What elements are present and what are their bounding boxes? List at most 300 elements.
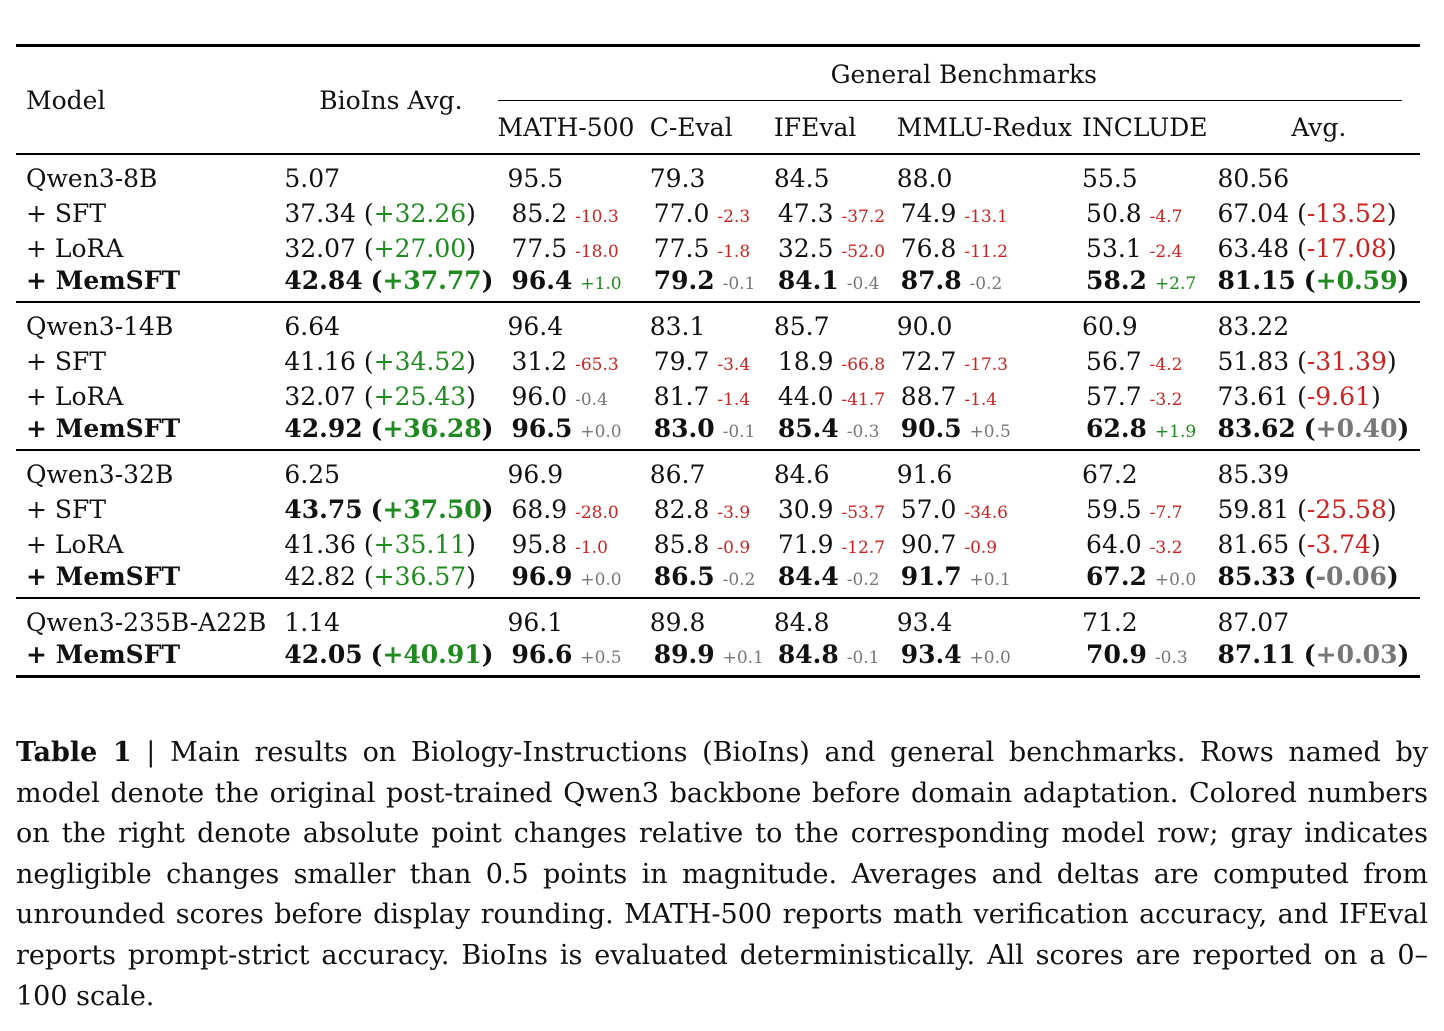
bioins-delta: +40.91 <box>382 640 482 669</box>
average-cell <box>1208 266 1420 302</box>
header-col: MMLU-Redux <box>896 112 1073 142</box>
bioins-value: 42.92 <box>284 414 363 443</box>
average-delta-wrap: (-9.61) <box>1297 382 1381 411</box>
benchmark-cell <box>764 492 887 527</box>
bioins-value: 32.07 <box>284 234 356 263</box>
average-delta-wrap: (-17.08) <box>1297 234 1397 263</box>
bioins-delta-wrap: (+32.26) <box>363 199 476 228</box>
average-value: 59.81 <box>1217 495 1290 524</box>
benchmark-value: 81.7 <box>653 382 710 411</box>
benchmark-value: 91.7 <box>900 562 962 591</box>
bioins-value: 32.07 <box>284 382 356 411</box>
bioins-delta-wrap: (+37.50) <box>370 495 494 524</box>
caption-text: | Main results on Biology-Instructions (BioIns) and general benchmarks. Rows named by model denote the original post-trained Qwen3 backbone before domain adaptation. Colored numbers on the right denote absolute point changes relative to the corresponding model row; gray indicates negligible changes smaller than 0.5 points in magnitude. Averages and deltas are computed from unrounded scores before display rounding. MATH-500 reports math verification accuracy, and IFEval reports prompt-strict accuracy. BioIns is evaluated deterministically. All scores are reported on a 0–100 scale. <box>16 737 1428 1012</box>
benchmark-value: 31.2 <box>511 347 568 376</box>
benchmark-value: 95.8 <box>511 530 568 559</box>
benchmark-cell <box>498 527 640 562</box>
model-name: Qwen3-235B-A22B <box>26 608 267 637</box>
average-delta-wrap: (-25.58) <box>1297 495 1397 524</box>
benchmark-cell <box>640 196 764 231</box>
benchmark-value: 71.9 <box>777 530 834 559</box>
benchmark-value: 83.0 <box>653 414 715 443</box>
benchmark-cell <box>1072 640 1207 677</box>
benchmark-cell <box>640 598 764 640</box>
table-row <box>16 598 1420 640</box>
benchmark-cell <box>887 450 1072 492</box>
benchmark-cell <box>640 414 764 450</box>
average-value: 87.11 <box>1217 640 1296 669</box>
benchmark-delta: -3.9 <box>717 503 751 523</box>
average-value: 81.65 <box>1217 530 1290 559</box>
benchmark-delta: -2.4 <box>1149 242 1183 262</box>
table-row <box>16 450 1420 492</box>
benchmark-delta: -0.2 <box>722 570 756 590</box>
benchmark-cell <box>498 196 640 231</box>
benchmark-delta: +1.9 <box>1154 422 1197 442</box>
benchmark-value: 90.7 <box>900 530 957 559</box>
bioins-delta: +36.28 <box>382 414 482 443</box>
benchmark-delta: -13.1 <box>964 207 1008 227</box>
benchmark-cell <box>764 266 887 302</box>
benchmark-value: 96.4 <box>511 266 573 295</box>
header-col: C-Eval <box>649 112 733 142</box>
benchmark-cell <box>640 640 764 677</box>
results-table <box>16 44 1420 678</box>
benchmark-delta: +0.1 <box>722 648 764 668</box>
benchmark-value: 67.2 <box>1086 562 1147 591</box>
benchmark-value: 88.0 <box>896 164 953 193</box>
benchmark-cell <box>887 598 1072 640</box>
benchmark-value: 59.5 <box>1086 495 1142 524</box>
benchmark-cell <box>1072 196 1207 231</box>
caption-label: Table 1 <box>16 737 132 768</box>
benchmark-value: 53.1 <box>1086 234 1142 263</box>
benchmark-cell <box>1072 379 1207 414</box>
bioins-delta: +35.11 <box>373 530 467 559</box>
benchmark-cell <box>887 231 1072 266</box>
model-group <box>16 302 1420 450</box>
benchmark-value: 84.1 <box>777 266 839 295</box>
benchmark-value: 95.5 <box>507 164 564 193</box>
benchmark-cell <box>1072 344 1207 379</box>
model-name: + LoRA <box>26 382 124 411</box>
table-caption <box>16 733 1428 1017</box>
benchmark-value: 72.7 <box>900 347 957 376</box>
benchmark-delta: -66.8 <box>841 355 886 375</box>
benchmark-delta: +1.0 <box>580 274 622 294</box>
average-delta-wrap: (-0.06) <box>1303 562 1399 591</box>
benchmark-delta: +2.7 <box>1154 274 1197 294</box>
benchmark-cell <box>764 302 887 344</box>
benchmark-value: 62.8 <box>1086 414 1147 443</box>
table-row <box>16 414 1420 450</box>
average-value: 67.04 <box>1217 199 1290 228</box>
benchmark-delta: -0.2 <box>969 274 1003 294</box>
benchmark-delta: -41.7 <box>841 390 886 410</box>
average-delta-wrap: (-31.39) <box>1297 347 1397 376</box>
benchmark-cell <box>640 562 764 598</box>
average-delta: -13.52 <box>1306 199 1387 228</box>
benchmark-delta: -3.4 <box>717 355 751 375</box>
average-cell <box>1208 379 1420 414</box>
bioins-cell <box>274 527 497 562</box>
benchmark-cell <box>764 154 887 196</box>
benchmark-cell <box>498 492 640 527</box>
benchmark-value: 30.9 <box>777 495 834 524</box>
benchmark-delta: -65.3 <box>575 355 619 375</box>
benchmark-value: 84.4 <box>777 562 839 591</box>
bioins-delta: +36.57 <box>373 562 467 591</box>
bioins-delta-wrap: (+36.57) <box>363 562 476 591</box>
benchmark-cell <box>764 562 887 598</box>
benchmark-delta: -11.2 <box>964 242 1008 262</box>
benchmark-delta: -0.9 <box>964 538 998 558</box>
benchmark-delta: -0.4 <box>575 390 608 410</box>
table-row <box>16 562 1420 598</box>
benchmark-cell <box>764 196 887 231</box>
benchmark-cell <box>640 379 764 414</box>
bioins-value: 41.16 <box>284 347 356 376</box>
model-group <box>16 154 1420 302</box>
bioins-value: 6.25 <box>284 460 341 489</box>
benchmark-cell <box>1072 231 1207 266</box>
benchmark-cell <box>1072 492 1207 527</box>
bioins-value: 41.36 <box>284 530 356 559</box>
benchmark-cell <box>1072 527 1207 562</box>
benchmark-delta: +0.5 <box>969 422 1011 442</box>
benchmark-value: 64.0 <box>1086 530 1142 559</box>
model-name: + LoRA <box>26 530 124 559</box>
table-row <box>16 196 1420 231</box>
benchmark-cell <box>887 414 1072 450</box>
benchmark-value: 85.2 <box>511 199 568 228</box>
bioins-cell <box>274 302 497 344</box>
benchmark-cell <box>640 344 764 379</box>
benchmark-value: 79.7 <box>653 347 710 376</box>
benchmark-delta: -0.1 <box>722 422 756 442</box>
benchmark-cell <box>887 640 1072 677</box>
benchmark-value: 57.7 <box>1086 382 1142 411</box>
benchmark-cell <box>887 527 1072 562</box>
benchmark-delta: -52.0 <box>841 242 886 262</box>
benchmark-value: 90.0 <box>896 312 953 341</box>
bioins-delta: +34.52 <box>373 347 467 376</box>
benchmark-value: 56.7 <box>1086 347 1142 376</box>
bioins-delta-wrap: (+34.52) <box>363 347 476 376</box>
table-row <box>16 154 1420 196</box>
benchmark-delta: +0.0 <box>580 422 622 442</box>
benchmark-cell <box>1072 414 1207 450</box>
table-row <box>16 640 1420 677</box>
benchmark-value: 71.2 <box>1082 608 1138 637</box>
benchmark-value: 70.9 <box>1086 640 1147 669</box>
benchmark-cell <box>498 598 640 640</box>
bioins-cell <box>274 344 497 379</box>
benchmark-value: 77.5 <box>653 234 710 263</box>
bioins-cell <box>274 154 497 196</box>
benchmark-cell <box>764 231 887 266</box>
average-cell <box>1208 450 1420 492</box>
average-cell <box>1208 562 1420 598</box>
benchmark-cell <box>887 492 1072 527</box>
benchmark-cell <box>1072 266 1207 302</box>
model-group <box>16 598 1420 677</box>
benchmark-delta: -0.9 <box>717 538 751 558</box>
model-name: + MemSFT <box>26 640 181 669</box>
benchmark-delta: +0.0 <box>580 570 622 590</box>
benchmark-value: 89.8 <box>649 608 706 637</box>
benchmark-value: 47.3 <box>777 199 834 228</box>
model-name: + SFT <box>26 199 107 228</box>
benchmark-cell <box>764 379 887 414</box>
benchmark-value: 77.0 <box>653 199 710 228</box>
benchmark-value: 93.4 <box>900 640 962 669</box>
benchmark-delta: -17.3 <box>964 355 1008 375</box>
benchmark-cell <box>498 414 640 450</box>
header-col: INCLUDE <box>1082 112 1208 142</box>
benchmark-delta: -1.4 <box>964 390 998 410</box>
average-value: 85.33 <box>1217 562 1296 591</box>
benchmark-value: 86.7 <box>649 460 706 489</box>
benchmark-cell <box>1072 598 1207 640</box>
benchmark-value: 85.8 <box>653 530 710 559</box>
bioins-delta-wrap: (+37.77) <box>370 266 494 295</box>
average-cell <box>1208 231 1420 266</box>
benchmark-delta: -3.2 <box>1149 538 1183 558</box>
average-delta-wrap: (+0.59) <box>1303 266 1410 295</box>
average-delta: -31.39 <box>1306 347 1387 376</box>
benchmark-cell <box>498 344 640 379</box>
average-delta-wrap: (-3.74) <box>1297 530 1381 559</box>
benchmark-cell <box>887 196 1072 231</box>
benchmark-cell <box>640 450 764 492</box>
benchmark-value: 96.4 <box>507 312 564 341</box>
benchmark-value: 83.1 <box>649 312 706 341</box>
benchmark-cell <box>498 302 640 344</box>
bioins-cell <box>274 640 497 677</box>
bioins-delta: +32.26 <box>373 199 467 228</box>
benchmark-cell <box>1072 450 1207 492</box>
average-cell <box>1208 492 1420 527</box>
average-delta-wrap: (+0.40) <box>1303 414 1410 443</box>
benchmark-cell <box>887 302 1072 344</box>
header-bioins: BioIns Avg. <box>319 85 463 115</box>
table-row <box>16 344 1420 379</box>
bioins-value: 42.05 <box>284 640 363 669</box>
model-name: + SFT <box>26 347 107 376</box>
benchmark-value: 79.2 <box>653 266 715 295</box>
average-delta: -9.61 <box>1306 382 1371 411</box>
benchmark-delta: +0.1 <box>969 570 1011 590</box>
average-cell <box>1208 598 1420 640</box>
benchmark-delta: -37.2 <box>841 207 886 227</box>
header-col: MATH-500 <box>497 112 635 142</box>
average-delta: +0.59 <box>1315 266 1398 295</box>
average-delta: -3.74 <box>1306 530 1371 559</box>
benchmark-cell <box>764 450 887 492</box>
average-cell <box>1208 344 1420 379</box>
model-name: + MemSFT <box>26 266 181 295</box>
benchmark-value: 82.8 <box>653 495 710 524</box>
benchmark-value: 84.5 <box>773 164 830 193</box>
bioins-value: 42.84 <box>284 266 363 295</box>
results-table-container <box>16 0 1420 678</box>
benchmark-delta: -28.0 <box>575 503 619 523</box>
benchmark-delta: -1.4 <box>717 390 751 410</box>
benchmark-cell <box>498 379 640 414</box>
benchmark-delta: -4.7 <box>1149 207 1183 227</box>
benchmark-value: 84.8 <box>773 608 830 637</box>
benchmark-delta: -3.2 <box>1149 390 1183 410</box>
average-value: 83.62 <box>1217 414 1296 443</box>
average-delta: +0.40 <box>1315 414 1398 443</box>
benchmark-delta: -12.7 <box>841 538 886 558</box>
table-row <box>16 231 1420 266</box>
benchmark-value: 85.7 <box>773 312 830 341</box>
bioins-cell <box>274 266 497 302</box>
bioins-value: 42.82 <box>284 562 356 591</box>
table-header <box>16 46 1420 155</box>
benchmark-value: 86.5 <box>653 562 715 591</box>
benchmark-value: 85.4 <box>777 414 839 443</box>
benchmark-cell <box>498 231 640 266</box>
benchmark-cell <box>887 562 1072 598</box>
header-col: Avg. <box>1291 112 1347 142</box>
benchmark-value: 96.5 <box>511 414 573 443</box>
benchmark-delta: +0.0 <box>969 648 1011 668</box>
bioins-value: 1.14 <box>284 608 341 637</box>
benchmark-delta: -0.1 <box>846 648 880 668</box>
benchmark-delta: -2.3 <box>717 207 751 227</box>
benchmark-value: 84.8 <box>777 640 839 669</box>
average-value: 80.56 <box>1217 164 1290 193</box>
bioins-cell <box>274 196 497 231</box>
benchmark-value: 57.0 <box>900 495 957 524</box>
header-model: Model <box>26 85 106 115</box>
benchmark-value: 18.9 <box>777 347 834 376</box>
bioins-value: 43.75 <box>284 495 363 524</box>
benchmark-value: 89.9 <box>653 640 715 669</box>
benchmark-delta: -0.2 <box>846 570 880 590</box>
bioins-value: 37.34 <box>284 199 356 228</box>
benchmark-cell <box>887 344 1072 379</box>
average-cell <box>1208 154 1420 196</box>
benchmark-value: 96.1 <box>507 608 564 637</box>
average-delta: -25.58 <box>1306 495 1387 524</box>
benchmark-cell <box>640 527 764 562</box>
benchmark-delta: -10.3 <box>575 207 619 227</box>
average-delta-wrap: (+0.03) <box>1303 640 1410 669</box>
benchmark-cell <box>1072 302 1207 344</box>
benchmark-cell <box>764 414 887 450</box>
benchmark-value: 55.5 <box>1082 164 1138 193</box>
benchmark-value: 32.5 <box>777 234 834 263</box>
benchmark-value: 58.2 <box>1086 266 1147 295</box>
benchmark-cell <box>640 154 764 196</box>
table-row <box>16 492 1420 527</box>
model-name: Qwen3-32B <box>26 460 174 489</box>
benchmark-value: 76.8 <box>900 234 957 263</box>
benchmark-cell <box>498 154 640 196</box>
bioins-cell <box>274 414 497 450</box>
benchmark-value: 93.4 <box>896 608 953 637</box>
model-name: Qwen3-8B <box>26 164 158 193</box>
bioins-delta: +27.00 <box>373 234 467 263</box>
benchmark-value: 67.2 <box>1082 460 1138 489</box>
benchmark-value: 68.9 <box>511 495 568 524</box>
benchmark-delta: -34.6 <box>964 503 1008 523</box>
bioins-delta-wrap: (+25.43) <box>363 382 476 411</box>
benchmark-value: 96.6 <box>511 640 573 669</box>
bioins-delta: +37.77 <box>382 266 482 295</box>
average-delta: -0.06 <box>1315 562 1387 591</box>
average-value: 63.48 <box>1217 234 1290 263</box>
average-cell <box>1208 196 1420 231</box>
benchmark-value: 77.5 <box>511 234 568 263</box>
bioins-value: 5.07 <box>284 164 341 193</box>
model-group <box>16 450 1420 598</box>
benchmark-cell <box>764 527 887 562</box>
table-row <box>16 302 1420 344</box>
benchmark-value: 60.9 <box>1082 312 1138 341</box>
average-value: 85.39 <box>1217 460 1290 489</box>
benchmark-cell <box>764 344 887 379</box>
table-row <box>16 527 1420 562</box>
benchmark-cell <box>640 492 764 527</box>
bioins-delta-wrap: (+27.00) <box>363 234 476 263</box>
model-name: + MemSFT <box>26 562 181 591</box>
benchmark-delta: -1.0 <box>575 538 608 558</box>
bioins-delta-wrap: (+35.11) <box>363 530 476 559</box>
benchmark-cell <box>640 231 764 266</box>
bioins-delta-wrap: (+36.28) <box>370 414 494 443</box>
average-delta-wrap: (-13.52) <box>1297 199 1397 228</box>
benchmark-delta: -53.7 <box>841 503 886 523</box>
benchmark-delta: -0.3 <box>846 422 880 442</box>
average-cell <box>1208 302 1420 344</box>
header-col: IFEval <box>773 112 857 142</box>
benchmark-value: 44.0 <box>777 382 834 411</box>
average-cell <box>1208 640 1420 677</box>
benchmark-delta: -0.4 <box>846 274 880 294</box>
bioins-delta: +25.43 <box>373 382 467 411</box>
benchmark-cell <box>764 640 887 677</box>
benchmark-value: 79.3 <box>649 164 706 193</box>
average-value: 83.22 <box>1217 312 1290 341</box>
benchmark-value: 96.0 <box>511 382 568 411</box>
average-value: 73.61 <box>1217 382 1290 411</box>
benchmark-delta: -0.3 <box>1154 648 1188 668</box>
average-value: 81.15 <box>1217 266 1296 295</box>
header-rule <box>498 100 1403 101</box>
benchmark-delta: -7.7 <box>1149 503 1183 523</box>
benchmark-delta: +0.5 <box>580 648 622 668</box>
bioins-cell <box>274 379 497 414</box>
benchmark-cell <box>640 302 764 344</box>
average-delta: +0.03 <box>1315 640 1398 669</box>
average-value: 51.83 <box>1217 347 1290 376</box>
average-value: 87.07 <box>1217 608 1290 637</box>
table-row <box>16 266 1420 302</box>
header-general-benchmarks <box>498 46 1421 102</box>
benchmark-value: 90.5 <box>900 414 962 443</box>
benchmark-cell <box>1072 154 1207 196</box>
bioins-cell <box>274 492 497 527</box>
benchmark-value: 96.9 <box>511 562 573 591</box>
general-benchmarks-label: General Benchmarks <box>830 59 1097 89</box>
benchmark-delta: +0.0 <box>1154 570 1197 590</box>
benchmark-delta: -18.0 <box>575 242 619 262</box>
